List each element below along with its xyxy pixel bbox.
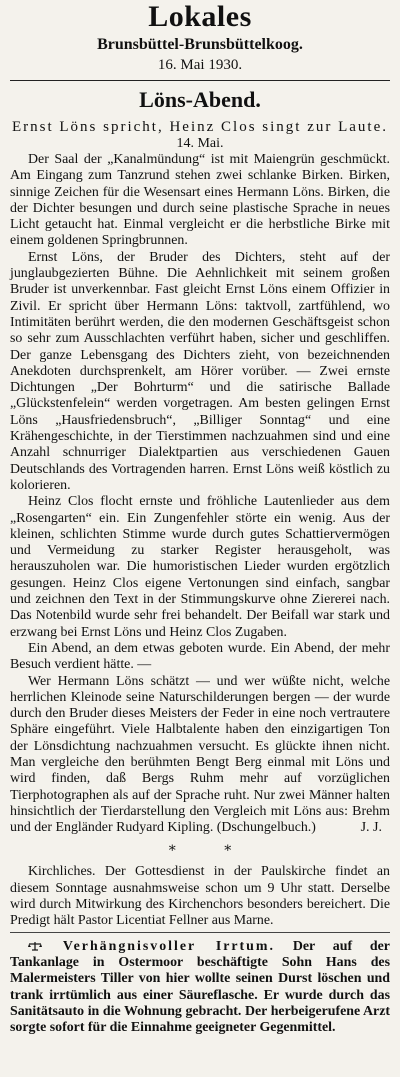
- article-lead: Kirchliches.: [28, 864, 96, 880]
- article-subdate: 14. Mai.: [176, 136, 224, 151]
- article-paragraph: Wer Hermann Löns schätzt — und wer wüßte nicht, welche herrlichen Kleinode seine Naturschilderungen bergen — der wurde durch den Bruder dieses Meisters der Feder in eine noch vertrautere Sphäre eingeführt. Viele Halbtalente haben den einzigartigen Ton der Lönsdichtung nachzuahmen versucht. Es glückte ihnen nicht. Man vergleiche den berühmten Bengt Berg einmal mit Löns und wird finden, daß Bergs Ruhm mehr auf vorzüglichen Tierphotographen als auf der Sprache ruht. Nur zwei Männer halten hinsichtlich der Tierdarstellung den Vergleich mit Löns aus: Brehm und der Engländer Rudyard Kipling. (Dschungelbuch.): [10, 673, 390, 836]
- article-subhead: Ernst Löns spricht, Heinz Clos singt zur Laute.: [11, 119, 389, 135]
- place-line: Brunsbüttel-Brunsbüttelkoog.: [97, 36, 303, 53]
- article-headline: Löns-Abend.: [139, 87, 261, 112]
- divider-star: *: [224, 843, 232, 860]
- article-divider: [10, 844, 390, 858]
- article-paragraph: Ernst Löns, der Bruder des Dichters, steht auf der junglaubgezierten Bühne. Die Aehnlichkeit mit seinem großen Bruder ist unverkennbar. Fast gleicht Ernst Löns einem Offizier in Zivil. Er spricht über Hermann Löns: taktvoll, zartfühlend, wo Intimitäten berührt werden, die den modernen Geschäftsgeist schon so sehr zum Ausschlachten verführt haben, sicher und geschliffen. Der ganze Lebensgang des Dichters zieht, von bezeichnenden Anekdoten durchsprenkelt, am Hörer vorüber. — Zwei ernste Dichtungen „Der Bohrturm“ und die satirische Ballade „Glückstenfelein“ werden vorgetragen. Am besten gelingen Ernst Löns „Hausfriedensbruch“, „Billiger Sonntag“ und eine Krähengeschichte, in der Tierstimmen nachzuahmen sind und eine Anzahl schnurriger Dialektpartien aus verschiedenen Gauen Deutschlands des Vortragenden harren. Ernst Löns weiß köstlich zu kolorieren.: [10, 249, 390, 493]
- section-title: Lokales: [148, 0, 252, 33]
- article-irrtum: [10, 939, 390, 1037]
- article-paragraph: Heinz Clos flocht ernste und fröhliche Lautenlieder aus dem „Rosengarten“ ein. Ein Zungenfehler störte ein wenig. Aus der kleinen, schlichten Stimme wurde durch gutes Schattiervermögen und Vermeidung zu starker Register herausgeholt, was herauszuholen war. Die humoristischen Lieder wurden ergötzlich gesungen. Heinz Clos eigene Vertonungen sind einfach, sangbar und zeichnen den Text in der Stimmungskurve ohne Ziererei nach. Das Notenbild wurde sehr frei behandelt. Der Beifall war stark und erzwang bei Ernst Löns und Heinz Clos Zugaben.: [10, 494, 390, 640]
- article-kirchliches: [10, 864, 390, 929]
- article-paragraph: [10, 939, 390, 1037]
- article-text: Der Gottesdienst in der Paulskirche findet an diesem Sonntage ausnahmsweise schon um 9 Uhr statt. Derselbe wird durch Mitwirkung des Kirchenchors besonders bereichert. Die Predigt hält Pastor Licentiat Fellner aus Marne.: [10, 864, 390, 929]
- article-text: Der auf der Tankanlage in Ostermoor beschäftigte Sohn Hans des Malermeisters Tiller von hier wollte seinen Durst löschen und trank irrtümlich aus einer Säureflasche. Er wurde durch das Sanitätsauto in die Wohnung gebracht. Der herbeigerufene Arzt sorgte sofort für die Einnahme geeigneter Gegenmittel.: [10, 938, 390, 1036]
- article-rule: [10, 932, 390, 933]
- article-lead: Verhängnisvoller Irrtum.: [62, 938, 275, 954]
- divider-star: *: [168, 843, 176, 860]
- article-paragraph: Der Saal der „Kanalmündung“ ist mit Maiengrün geschmückt. Am Eingang zum Tanzrund stehen zwei schlanke Birken. Birken, sinnige Zeichen für die Wesensart eines Hermann Löns. Birken, die der Dichter besungen und durch seine plastische Sprache in neues Licht getaucht hat. Einmal vergleicht er die herbstliche Birke mit einem goldenen Springbrunnen.: [10, 152, 390, 249]
- article-paragraph: [10, 864, 390, 929]
- article-paragraph: Ein Abend, an dem etwas geboten wurde. Ein Abend, der mehr Besuch verdient hätte. —: [10, 640, 390, 673]
- author-signature: J. J.: [360, 820, 382, 836]
- issue-date: 16. Mai 1930.: [157, 57, 243, 73]
- article-loens-abend: [10, 87, 390, 836]
- scales-icon: [28, 941, 42, 951]
- section-rule: [10, 80, 390, 81]
